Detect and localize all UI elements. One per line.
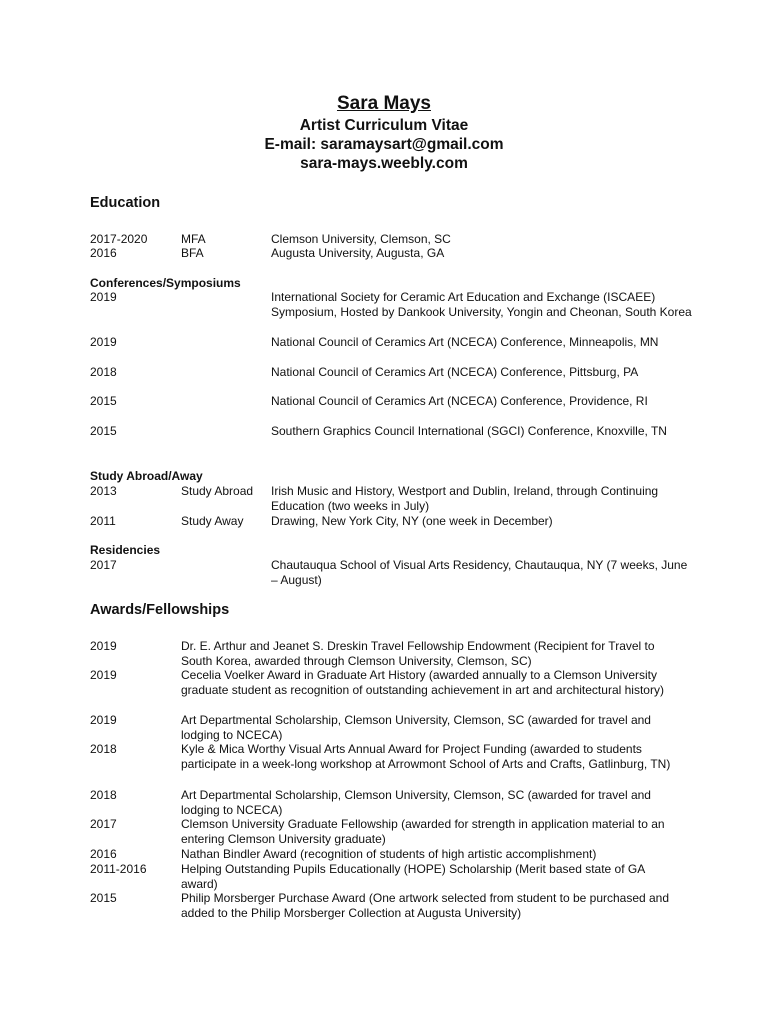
conference-text: National Council of Ceramics Art (NCECA) Conference, Minneapolis, MN	[271, 335, 659, 349]
award-year: 2019	[90, 639, 117, 653]
conference-year: 2015	[90, 424, 117, 438]
conference-text: Southern Graphics Council International (SGCI) Conference, Knoxville, TN	[271, 424, 667, 438]
award-year: 2016	[90, 847, 117, 861]
award-year: 2018	[90, 788, 117, 802]
award-text: Art Departmental Scholarship, Clemson University, Clemson, SC (awarded for travel and lodging to NCECA)	[181, 713, 651, 742]
study-abroad-heading: Study Abroad/Away	[90, 469, 203, 483]
award-year: 2015	[90, 891, 117, 905]
award-text: Clemson University Graduate Fellowship (awarded for strength in application material to an entering Clemson University graduate)	[181, 817, 665, 846]
study-text: Irish Music and History, Westport and Dublin, Ireland, through Continuing Education (two weeks in July)	[271, 484, 659, 513]
education-year: 2016	[90, 246, 117, 260]
study-year: 2013	[90, 484, 117, 498]
conferences-heading: Conferences/Symposiums	[90, 276, 241, 290]
awards-heading: Awards/Fellowships	[90, 602, 230, 618]
award-year: 2011-2016	[90, 862, 147, 876]
award-year: 2017	[90, 817, 117, 831]
education-heading: Education	[90, 195, 161, 211]
page-title: Sara Mays	[336, 93, 431, 114]
conference-text: International Society for Ceramic Art Education and Exchange (ISCAEE) Symposium, Hosted by Dankook University, Yongin and Cheonan, South Korea	[271, 290, 692, 319]
award-text: Kyle & Mica Worthy Visual Arts Annual Award for Project Funding (awarded to students participate in a week-long workshop at Arrowmont School of Arts and Crafts, Gatlinburg, TN)	[181, 742, 671, 771]
email-line: E-mail: saramaysart@gmail.com	[264, 136, 504, 153]
award-text: Cecelia Voelker Award in Graduate Art History (awarded annually to a Clemson University graduate student as recognition of outstanding achievement in art and architectural history)	[181, 668, 664, 697]
education-degree: MFA	[181, 232, 206, 246]
award-year: 2019	[90, 668, 117, 682]
award-text: Nathan Bindler Award (recognition of students of high artistic accomplishment)	[181, 847, 597, 861]
conference-year: 2019	[90, 335, 117, 349]
conference-text: National Council of Ceramics Art (NCECA) Conference, Providence, RI	[271, 394, 648, 408]
conference-year: 2019	[90, 290, 117, 304]
conference-year: 2015	[90, 394, 117, 408]
education-year: 2017-2020	[90, 232, 148, 246]
award-text: Philip Morsberger Purchase Award (One artwork selected from student to be purchased and added to the Philip Morsberger Collection at Augusta University)	[181, 891, 670, 920]
education-degree: BFA	[181, 246, 204, 260]
residency-text: Chautauqua School of Visual Arts Residency, Chautauqua, NY (7 weeks, June – August)	[271, 558, 688, 587]
study-type: Study Abroad	[181, 484, 254, 498]
conference-text: National Council of Ceramics Art (NCECA) Conference, Pittsburg, PA	[271, 365, 639, 379]
award-text: Dr. E. Arthur and Jeanet S. Dreskin Travel Fellowship Endowment (Recipient for Travel to South Korea, awarded through Clemson University, Clemson, SC)	[181, 639, 655, 668]
residency-year: 2017	[90, 558, 117, 572]
website-line: sara-mays.weebly.com	[300, 155, 468, 172]
residencies-heading: Residencies	[90, 543, 161, 557]
cv-subtitle: Artist Curriculum Vitae	[299, 117, 469, 134]
conference-year: 2018	[90, 365, 117, 379]
study-type: Study Away	[181, 514, 244, 528]
award-year: 2019	[90, 713, 117, 727]
award-text: Art Departmental Scholarship, Clemson University, Clemson, SC (awarded for travel and lodging to NCECA)	[181, 788, 651, 817]
education-school: Clemson University, Clemson, SC	[271, 232, 451, 246]
award-text: Helping Outstanding Pupils Educationally (HOPE) Scholarship (Merit based state of GA award)	[181, 862, 645, 891]
education-school: Augusta University, Augusta, GA	[271, 246, 445, 260]
study-year: 2011	[90, 514, 116, 528]
study-text: Drawing, New York City, NY (one week in December)	[271, 514, 553, 528]
cv-header	[0, 92, 768, 173]
award-year: 2018	[90, 742, 117, 756]
